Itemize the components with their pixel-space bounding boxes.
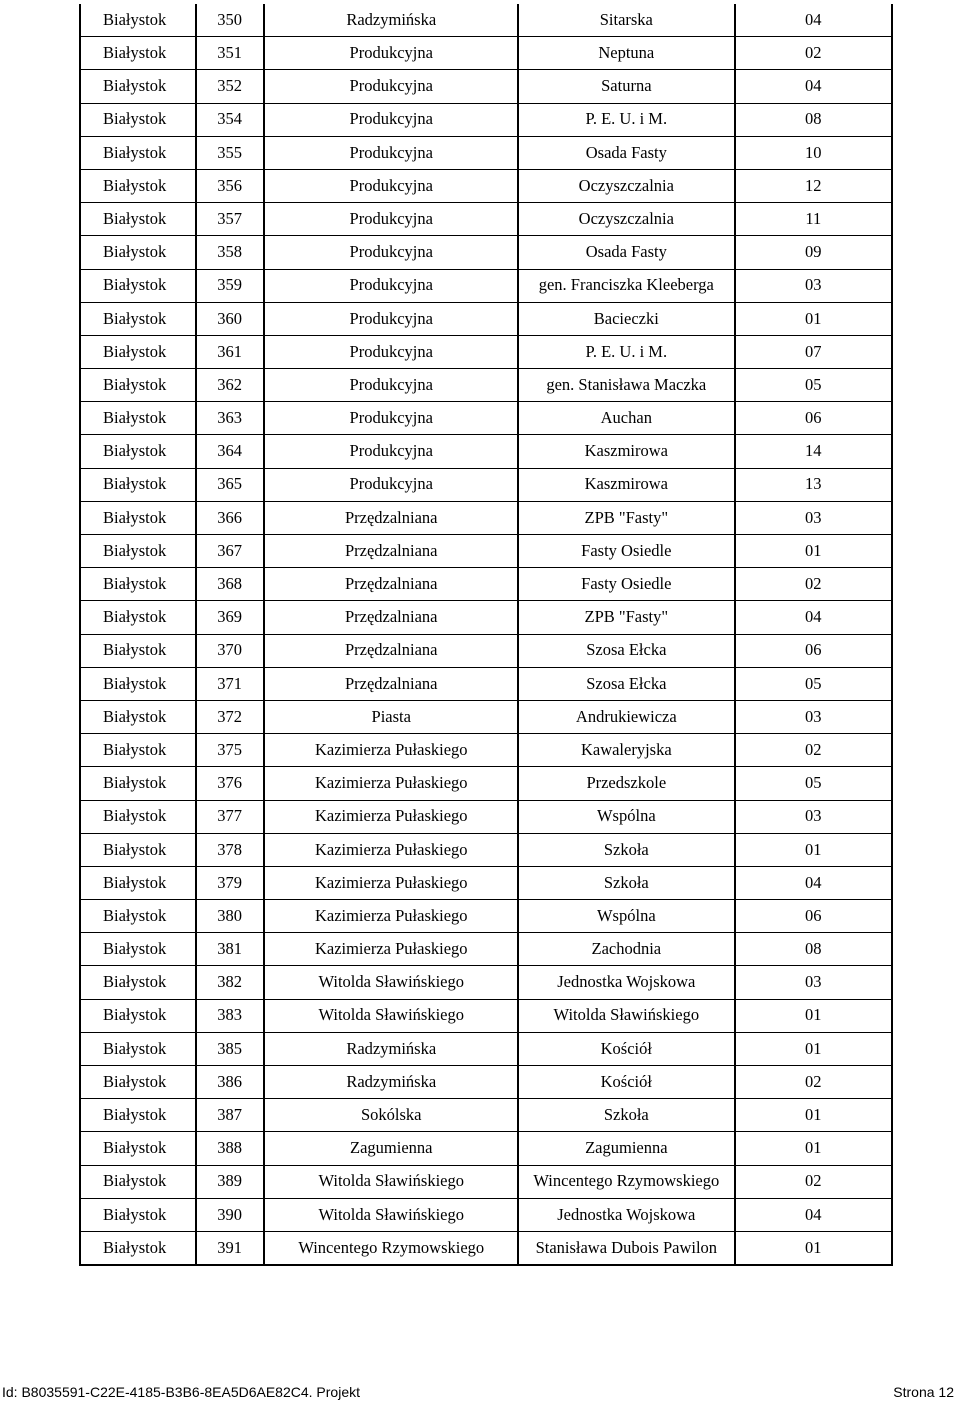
stop-number-cell: 357 [196,203,264,236]
stop-name-cell: Oczyszczalnia [518,203,735,236]
stop-number-cell: 352 [196,70,264,103]
table-row [80,335,892,368]
city-cell: Białystok [80,501,196,534]
street-cell: Przędzalniana [264,568,518,601]
street-cell: Produkcyjna [264,335,518,368]
stop-name-cell: Witolda Sławińskiego [518,999,735,1032]
street-cell: Witolda Sławińskiego [264,1198,518,1231]
code-cell: 06 [735,900,892,933]
code-cell: 01 [735,1032,892,1065]
city-cell: Białystok [80,103,196,136]
stop-name-cell: ZPB "Fasty" [518,601,735,634]
table-row [80,369,892,402]
stop-number-cell: 355 [196,136,264,169]
street-cell: Kazimierza Pułaskiego [264,800,518,833]
stop-number-cell: 386 [196,1066,264,1099]
street-cell: Produkcyjna [264,402,518,435]
stop-number-cell: 358 [196,236,264,269]
city-cell: Białystok [80,169,196,202]
table-row [80,203,892,236]
stop-name-cell: Fasty Osiedle [518,535,735,568]
stop-name-cell: Andrukiewicza [518,700,735,733]
stop-number-cell: 370 [196,634,264,667]
table-row [80,468,892,501]
stop-name-cell: Przedszkole [518,767,735,800]
stop-name-cell: gen. Franciszka Kleeberga [518,269,735,302]
city-cell: Białystok [80,933,196,966]
stop-number-cell: 351 [196,37,264,70]
code-cell: 03 [735,269,892,302]
street-cell: Produkcyjna [264,169,518,202]
stop-number-cell: 367 [196,535,264,568]
table-row [80,667,892,700]
table-row [80,734,892,767]
code-cell: 01 [735,999,892,1032]
stop-name-cell: Wincentego Rzymowskiego [518,1165,735,1198]
stop-number-cell: 365 [196,468,264,501]
stop-number-cell: 366 [196,501,264,534]
stop-name-cell: Szkoła [518,1099,735,1132]
street-cell: Witolda Sławińskiego [264,999,518,1032]
stop-name-cell: Wspólna [518,800,735,833]
stop-name-cell: Auchan [518,402,735,435]
table-row [80,103,892,136]
city-cell: Białystok [80,966,196,999]
code-cell: 03 [735,800,892,833]
table-row [80,1066,892,1099]
stop-number-cell: 368 [196,568,264,601]
code-cell: 04 [735,4,892,37]
table-row [80,236,892,269]
street-cell: Przędzalniana [264,601,518,634]
stop-name-cell: Osada Fasty [518,136,735,169]
city-cell: Białystok [80,1032,196,1065]
street-cell: Kazimierza Pułaskiego [264,933,518,966]
code-cell: 07 [735,335,892,368]
street-cell: Radzymińska [264,1032,518,1065]
table-row [80,568,892,601]
stop-number-cell: 363 [196,402,264,435]
street-cell: Kazimierza Pułaskiego [264,767,518,800]
stop-name-cell: Kawaleryjska [518,734,735,767]
city-cell: Białystok [80,302,196,335]
street-cell: Kazimierza Pułaskiego [264,833,518,866]
street-cell: Kazimierza Pułaskiego [264,734,518,767]
code-cell: 02 [735,37,892,70]
code-cell: 05 [735,667,892,700]
code-cell: 02 [735,568,892,601]
table-row [80,37,892,70]
table-row [80,1165,892,1198]
city-cell: Białystok [80,269,196,302]
city-cell: Białystok [80,667,196,700]
street-cell: Produkcyjna [264,203,518,236]
street-cell: Przędzalniana [264,667,518,700]
street-cell: Radzymińska [264,1066,518,1099]
stop-number-cell: 362 [196,369,264,402]
table-row [80,1198,892,1231]
code-cell: 04 [735,1198,892,1231]
city-cell: Białystok [80,236,196,269]
stop-number-cell: 381 [196,933,264,966]
table-row [80,1132,892,1165]
table-row [80,1231,892,1265]
code-cell: 03 [735,966,892,999]
city-cell: Białystok [80,369,196,402]
city-cell: Białystok [80,136,196,169]
table-row [80,933,892,966]
city-cell: Białystok [80,800,196,833]
city-cell: Białystok [80,402,196,435]
street-cell: Produkcyjna [264,70,518,103]
stop-name-cell: Stanisława Dubois Pawilon [518,1231,735,1265]
street-cell: Kazimierza Pułaskiego [264,866,518,899]
city-cell: Białystok [80,1066,196,1099]
city-cell: Białystok [80,4,196,37]
stop-name-cell: P. E. U. i M. [518,103,735,136]
stop-name-cell: Kaszmirowa [518,435,735,468]
street-cell: Witolda Sławińskiego [264,966,518,999]
city-cell: Białystok [80,435,196,468]
city-cell: Białystok [80,1165,196,1198]
city-cell: Białystok [80,535,196,568]
code-cell: 02 [735,1165,892,1198]
street-cell: Produkcyjna [264,369,518,402]
street-cell: Produkcyjna [264,103,518,136]
street-cell: Produkcyjna [264,435,518,468]
table-row [80,70,892,103]
city-cell: Białystok [80,601,196,634]
city-cell: Białystok [80,37,196,70]
stop-number-cell: 382 [196,966,264,999]
stop-number-cell: 354 [196,103,264,136]
street-cell: Produkcyjna [264,302,518,335]
table-row [80,402,892,435]
street-cell: Wincentego Rzymowskiego [264,1231,518,1265]
stop-name-cell: Neptuna [518,37,735,70]
stop-number-cell: 379 [196,866,264,899]
city-cell: Białystok [80,568,196,601]
street-cell: Witolda Sławińskiego [264,1165,518,1198]
table-row [80,4,892,37]
table-row [80,966,892,999]
stop-name-cell: Osada Fasty [518,236,735,269]
stop-name-cell: P. E. U. i M. [518,335,735,368]
stop-name-cell: Oczyszczalnia [518,169,735,202]
code-cell: 08 [735,933,892,966]
table-row [80,800,892,833]
code-cell: 10 [735,136,892,169]
table-row [80,999,892,1032]
street-cell: Przędzalniana [264,634,518,667]
stop-name-cell: Szosa Ełcka [518,667,735,700]
city-cell: Białystok [80,634,196,667]
stop-number-cell: 380 [196,900,264,933]
city-cell: Białystok [80,734,196,767]
stop-number-cell: 361 [196,335,264,368]
code-cell: 09 [735,236,892,269]
city-cell: Białystok [80,1198,196,1231]
stop-number-cell: 375 [196,734,264,767]
street-cell: Produkcyjna [264,37,518,70]
table-body [80,4,892,1265]
code-cell: 11 [735,203,892,236]
table-row [80,302,892,335]
city-cell: Białystok [80,1231,196,1265]
table-row [80,535,892,568]
code-cell: 01 [735,1132,892,1165]
page-number: Strona 12 [893,1384,954,1400]
code-cell: 06 [735,402,892,435]
code-cell: 12 [735,169,892,202]
city-cell: Białystok [80,335,196,368]
stop-name-cell: Zagumienna [518,1132,735,1165]
city-cell: Białystok [80,203,196,236]
stop-number-cell: 376 [196,767,264,800]
stop-number-cell: 359 [196,269,264,302]
stop-number-cell: 369 [196,601,264,634]
street-cell: Piasta [264,700,518,733]
stop-name-cell: Zachodnia [518,933,735,966]
stop-number-cell: 371 [196,667,264,700]
code-cell: 01 [735,833,892,866]
stop-number-cell: 378 [196,833,264,866]
stop-name-cell: Szkoła [518,833,735,866]
stop-number-cell: 356 [196,169,264,202]
code-cell: 01 [735,1099,892,1132]
code-cell: 05 [735,369,892,402]
stop-number-cell: 350 [196,4,264,37]
stop-name-cell: Kaszmirowa [518,468,735,501]
stop-name-cell: Bacieczki [518,302,735,335]
table-row [80,833,892,866]
code-cell: 13 [735,468,892,501]
code-cell: 01 [735,1231,892,1265]
street-cell: Produkcyjna [264,269,518,302]
table-row [80,1099,892,1132]
stop-number-cell: 383 [196,999,264,1032]
bus-stops-table [79,4,893,1266]
table-row [80,767,892,800]
stop-name-cell: Jednostka Wojskowa [518,966,735,999]
code-cell: 04 [735,601,892,634]
code-cell: 03 [735,501,892,534]
stop-name-cell: Saturna [518,70,735,103]
city-cell: Białystok [80,700,196,733]
stop-name-cell: Kościół [518,1066,735,1099]
stop-number-cell: 385 [196,1032,264,1065]
table-row [80,269,892,302]
city-cell: Białystok [80,70,196,103]
code-cell: 04 [735,866,892,899]
stop-number-cell: 387 [196,1099,264,1132]
code-cell: 01 [735,302,892,335]
stop-name-cell: ZPB "Fasty" [518,501,735,534]
stop-name-cell: Sitarska [518,4,735,37]
street-cell: Produkcyjna [264,236,518,269]
table-row [80,136,892,169]
city-cell: Białystok [80,833,196,866]
city-cell: Białystok [80,767,196,800]
document-id: Id: B8035591-C22E-4185-B3B6-8EA5D6AE82C4. Projekt [2,1384,360,1400]
street-cell: Przędzalniana [264,501,518,534]
stop-number-cell: 391 [196,1231,264,1265]
table-row [80,634,892,667]
street-cell: Przędzalniana [264,535,518,568]
street-cell: Produkcyjna [264,136,518,169]
stop-number-cell: 364 [196,435,264,468]
code-cell: 08 [735,103,892,136]
stop-number-cell: 360 [196,302,264,335]
street-cell: Kazimierza Pułaskiego [264,900,518,933]
code-cell: 06 [735,634,892,667]
stop-name-cell: Jednostka Wojskowa [518,1198,735,1231]
stop-name-cell: gen. Stanisława Maczka [518,369,735,402]
table-row [80,1032,892,1065]
street-cell: Zagumienna [264,1132,518,1165]
code-cell: 02 [735,734,892,767]
code-cell: 03 [735,700,892,733]
stop-number-cell: 389 [196,1165,264,1198]
city-cell: Białystok [80,468,196,501]
city-cell: Białystok [80,866,196,899]
code-cell: 01 [735,535,892,568]
code-cell: 02 [735,1066,892,1099]
street-cell: Produkcyjna [264,468,518,501]
city-cell: Białystok [80,1099,196,1132]
city-cell: Białystok [80,1132,196,1165]
street-cell: Sokólska [264,1099,518,1132]
city-cell: Białystok [80,900,196,933]
stop-name-cell: Fasty Osiedle [518,568,735,601]
table-row [80,169,892,202]
stop-number-cell: 388 [196,1132,264,1165]
city-cell: Białystok [80,999,196,1032]
stop-name-cell: Szosa Ełcka [518,634,735,667]
street-cell: Radzymińska [264,4,518,37]
code-cell: 04 [735,70,892,103]
stop-name-cell: Wspólna [518,900,735,933]
code-cell: 14 [735,435,892,468]
stop-name-cell: Szkoła [518,866,735,899]
stop-number-cell: 390 [196,1198,264,1231]
table-row [80,866,892,899]
stop-number-cell: 372 [196,700,264,733]
code-cell: 05 [735,767,892,800]
table-row [80,435,892,468]
stop-number-cell: 377 [196,800,264,833]
table-row [80,700,892,733]
table-row [80,601,892,634]
table-row [80,900,892,933]
table-row [80,501,892,534]
stop-name-cell: Kościół [518,1032,735,1065]
